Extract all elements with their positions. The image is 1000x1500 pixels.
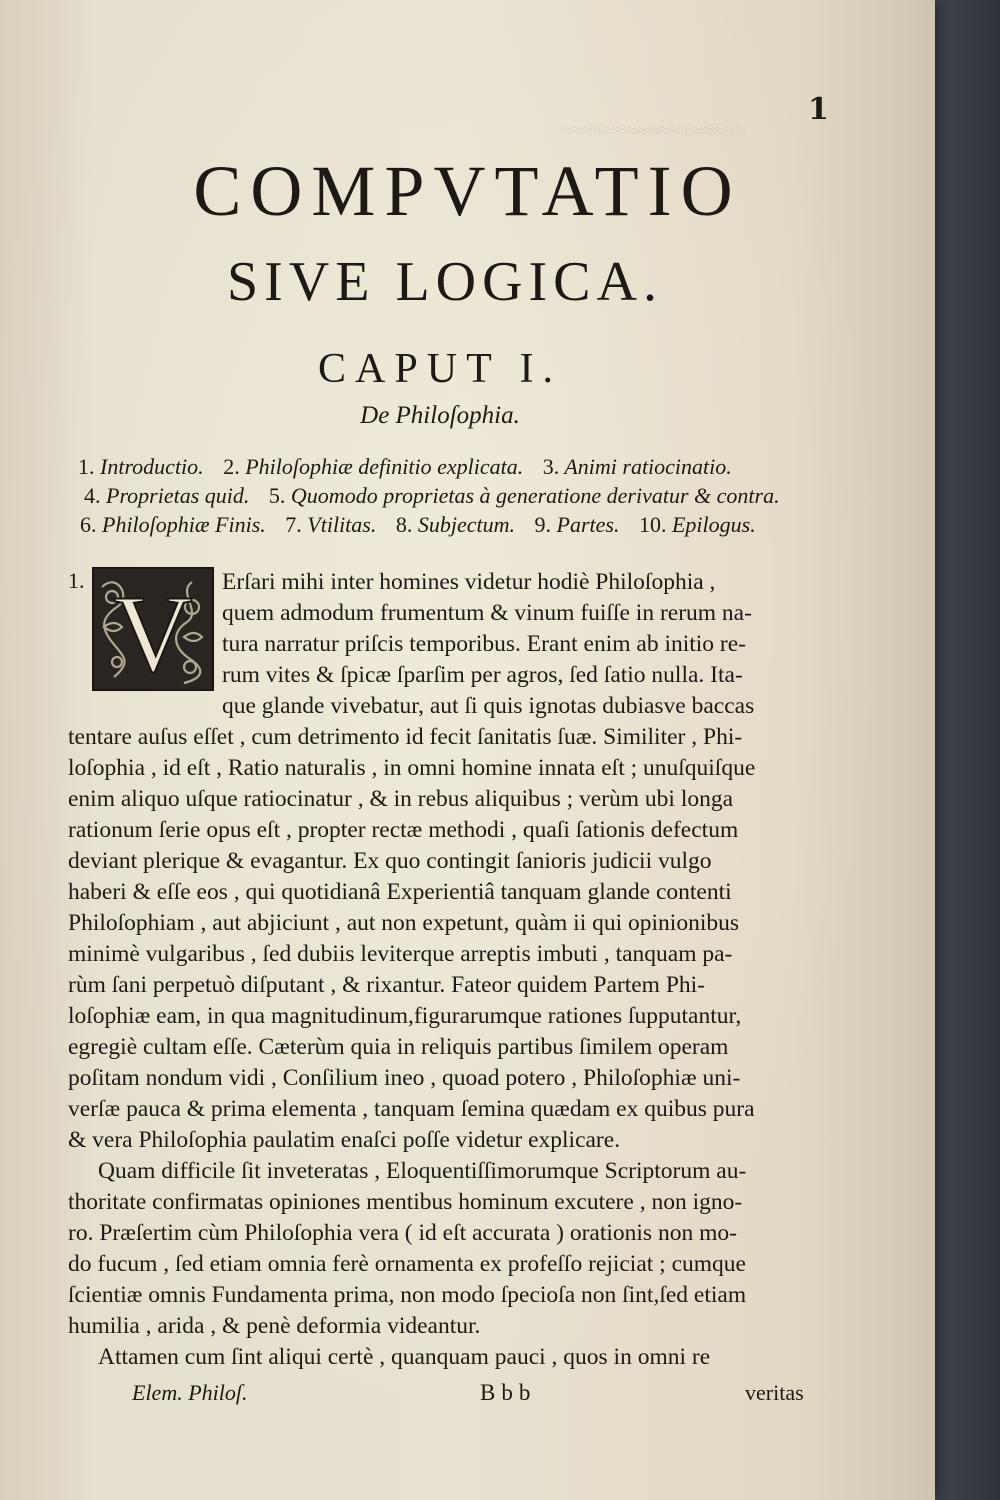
- page-number: 1: [808, 92, 829, 127]
- summary-item: 9. Partes.: [534, 512, 620, 537]
- summary-item: 1. Introductio.: [78, 454, 204, 479]
- body-line: rum vites & ſpicæ ſparſim per agros, ſed ſatio nulla. Ita-: [222, 662, 743, 688]
- footer-signature: Elem. Philoſ.: [132, 1380, 248, 1405]
- body-line: minimè vulgaribus , ſed dubiis leviterque arreptis imbuti , tanquam pa-: [68, 941, 733, 967]
- chapter-heading: CAPUT I.: [318, 346, 562, 392]
- body-line: deviant plerique & evagantur. Ex quo contingit ſanioris judicii vulgo: [68, 848, 712, 874]
- body-line: Philoſophiam , aut abjiciunt , aut non expetunt, quàm ii qui opinionibus: [68, 910, 739, 936]
- body-line: tura narratur priſcis temporibus. Erant enim ab initio re-: [222, 631, 747, 657]
- body-line: ro. Præſertim cùm Philoſophia vera ( id eſt accurata ) orationis non mo-: [68, 1220, 737, 1246]
- summary-line: [78, 452, 848, 481]
- body-line: verſæ pauca & prima elementa , tanquam ſemina quædam ex quibus pura: [68, 1096, 755, 1122]
- body-line: poſitam nondum vidi , Conſilium ineo , quoad potero , Philoſophiæ uni-: [68, 1065, 741, 1091]
- body-line: haberi & eſſe eos , qui quotidianâ Experientiâ tanquam glande contenti: [68, 879, 732, 905]
- body-line: humilia , arida , & penè deformia videantur.: [68, 1313, 481, 1339]
- page-title: COMPVTATIO: [193, 151, 742, 231]
- body-line: enim aliquo uſque ratiocinatur , & in rebus aliquibus ; verùm ubi longa: [68, 786, 734, 812]
- summary-item: 5. Quomodo proprietas à generatione derivatur & contra.: [268, 483, 780, 508]
- initial-letter: V: [113, 573, 193, 691]
- summary-item: 7. Vtilitas.: [285, 512, 377, 537]
- body-line: & vera Philoſophia paulatim enaſci poſſe videtur explicare.: [68, 1127, 621, 1153]
- chapter-subtitle: De Philoſophia.: [360, 402, 520, 429]
- summary-item: 6. Philoſophiæ Finis.: [80, 512, 266, 537]
- summary-item: 10. Epilogus.: [638, 512, 756, 537]
- body-line: Quam difficile ſit inveteratas , Eloquentiſſimorumque Scriptorum au-: [98, 1158, 747, 1184]
- section-number: 1.: [68, 568, 85, 593]
- summary-item: 8. Subjectum.: [395, 512, 516, 537]
- body-line: loſophiæ eam, in qua magnitudinum,figurarumque rationes ſupputantur,: [68, 1003, 742, 1029]
- summary-item: 2. Philoſophiæ definitio explicata.: [223, 454, 524, 479]
- body-line: Erſari mihi inter homines videtur hodiè Philoſophia ,: [222, 569, 716, 595]
- summary-line: [78, 481, 848, 510]
- body-line: loſophia , id eſt , Ratio naturalis , in omni homine innata eſt ; unuſquiſque: [68, 755, 756, 781]
- summary-line: [78, 510, 848, 539]
- page-subtitle: SIVE LOGICA.: [227, 251, 663, 313]
- body-line: Attamen cum ſint aliqui certè , quanquam pauci , quos in omni re: [98, 1344, 711, 1370]
- body-line: thoritate confirmatas opiniones mentibus hominum excutere , non igno-: [68, 1189, 743, 1215]
- decorated-initial: [92, 567, 214, 691]
- summary-item: 4. Proprietas quid.: [84, 483, 250, 508]
- chapter-summary: [78, 452, 848, 539]
- body-line: rationum ſerie opus eſt , propter rectæ methodi , quaſi ſationis defectum: [68, 817, 739, 843]
- body-line: do fucum , ſed etiam omnia ferè ornamenta ex profeſſo rejiciat ; cumque: [68, 1251, 746, 1277]
- body-line: ſcientiæ omnis Fundamenta prima, non modo ſpecioſa non ſint,ſed etiam: [68, 1282, 747, 1308]
- body-line: tentare auſus eſſet , cum detrimento id fecit ſanitatis ſuæ. Similiter , Phi-: [68, 724, 743, 750]
- body-line: que glande vivebatur, aut ſi quis ignotas dubiasve baccas: [222, 693, 755, 719]
- show-through-decoration: ≈≈≈≈≈≈≈≈≈≈≈≈≈≈≈≈≈: [560, 120, 747, 142]
- signature-mark: Bbb: [480, 1380, 537, 1405]
- body-line: quem admodum frumentum & vinum fuiſſe in rerum na-: [222, 600, 752, 626]
- body-line: egregiè cultam eſſe. Cæterùm quia in reliquis partibus ſimilem operam: [68, 1034, 729, 1060]
- summary-item: 3. Animi ratiocinatio.: [542, 454, 732, 479]
- body-line: rùm ſani perpetuò diſputant , & rixantur. Fateor quidem Partem Phi-: [68, 972, 705, 998]
- catchword: veritas: [745, 1380, 804, 1405]
